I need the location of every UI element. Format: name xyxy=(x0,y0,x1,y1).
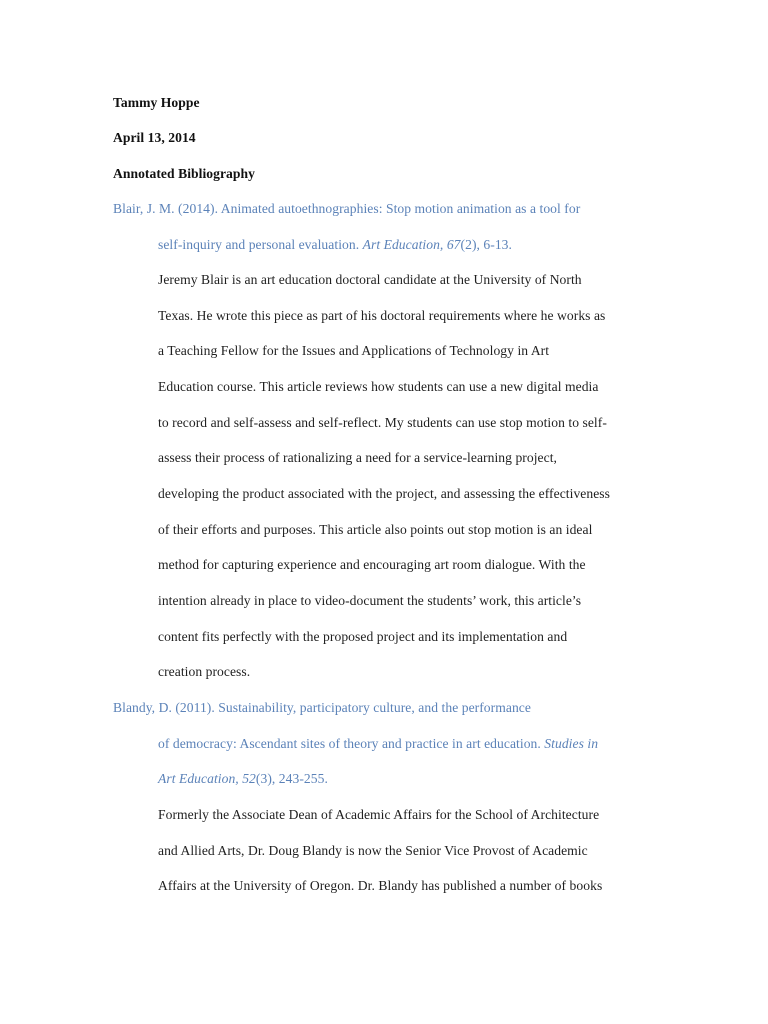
citation-blandy-line-2 xyxy=(158,735,598,753)
annotation-blair-line: assess their process of rationalizing a need for a service-learning project, xyxy=(158,450,557,465)
citation-blair-title-end: self-inquiry and personal evaluation. xyxy=(158,237,363,252)
citation-blandy-line-3 xyxy=(158,770,328,788)
citation-blair-line-2 xyxy=(158,236,512,254)
annotation-blair-line: Education course. This article reviews how students can use a new digital media xyxy=(158,379,599,394)
annotation-blair-line: of their efforts and purposes. This article also points out stop motion is an ideal xyxy=(158,522,593,537)
citation-blair-line-1: Blair, J. M. (2014). Animated autoethnographies: Stop motion animation as a tool for xyxy=(113,201,581,216)
citation-blandy-issue: (3), 243-255. xyxy=(255,771,328,786)
annotation-blair-line: to record and self-assess and self-reflect. My students can use stop motion to self- xyxy=(158,415,607,430)
annotation-blair-line: intention already in place to video-document the students’ work, this article’s xyxy=(158,593,582,608)
author-name: Tammy Hoppe xyxy=(113,95,200,110)
annotation-blandy-line: Formerly the Associate Dean of Academic Affairs for the School of Architecture xyxy=(158,807,600,822)
document-date: April 13, 2014 xyxy=(113,130,196,145)
annotation-blandy-line: and Allied Arts, Dr. Doug Blandy is now the Senior Vice Provost of Academic xyxy=(158,843,588,858)
annotation-blair-line: content fits perfectly with the proposed project and its implementation and xyxy=(158,629,568,644)
annotation-blair-line: creation process. xyxy=(158,664,251,679)
annotation-blair-line: a Teaching Fellow for the Issues and Applications of Technology in Art xyxy=(158,343,550,358)
citation-blandy-title-end: of democracy: Ascendant sites of theory and practice in art education. xyxy=(158,736,545,751)
annotation-blair-line: Texas. He wrote this piece as part of his doctoral requirements where he works as xyxy=(158,308,606,323)
citation-blair-issue: (2), 6-13. xyxy=(460,237,512,252)
citation-blandy-journal-part-1: Studies in xyxy=(544,736,599,751)
document-title: Annotated Bibliography xyxy=(113,166,255,181)
citation-blair-journal: Art Education, 67 xyxy=(362,237,461,252)
annotation-blair-line: developing the product associated with the project, and assessing the effectiveness xyxy=(158,486,610,501)
citation-blandy-journal-part-2: Art Education, 52 xyxy=(158,771,256,786)
annotation-blair-line: method for capturing experience and encouraging art room dialogue. With the xyxy=(158,557,586,572)
annotation-blair-line: Jeremy Blair is an art education doctoral candidate at the University of North xyxy=(158,272,582,287)
annotation-blandy-line: Affairs at the University of Oregon. Dr. Blandy has published a number of books xyxy=(158,878,603,893)
citation-blandy-line-1: Blandy, D. (2011). Sustainability, participatory culture, and the performance xyxy=(113,700,531,715)
